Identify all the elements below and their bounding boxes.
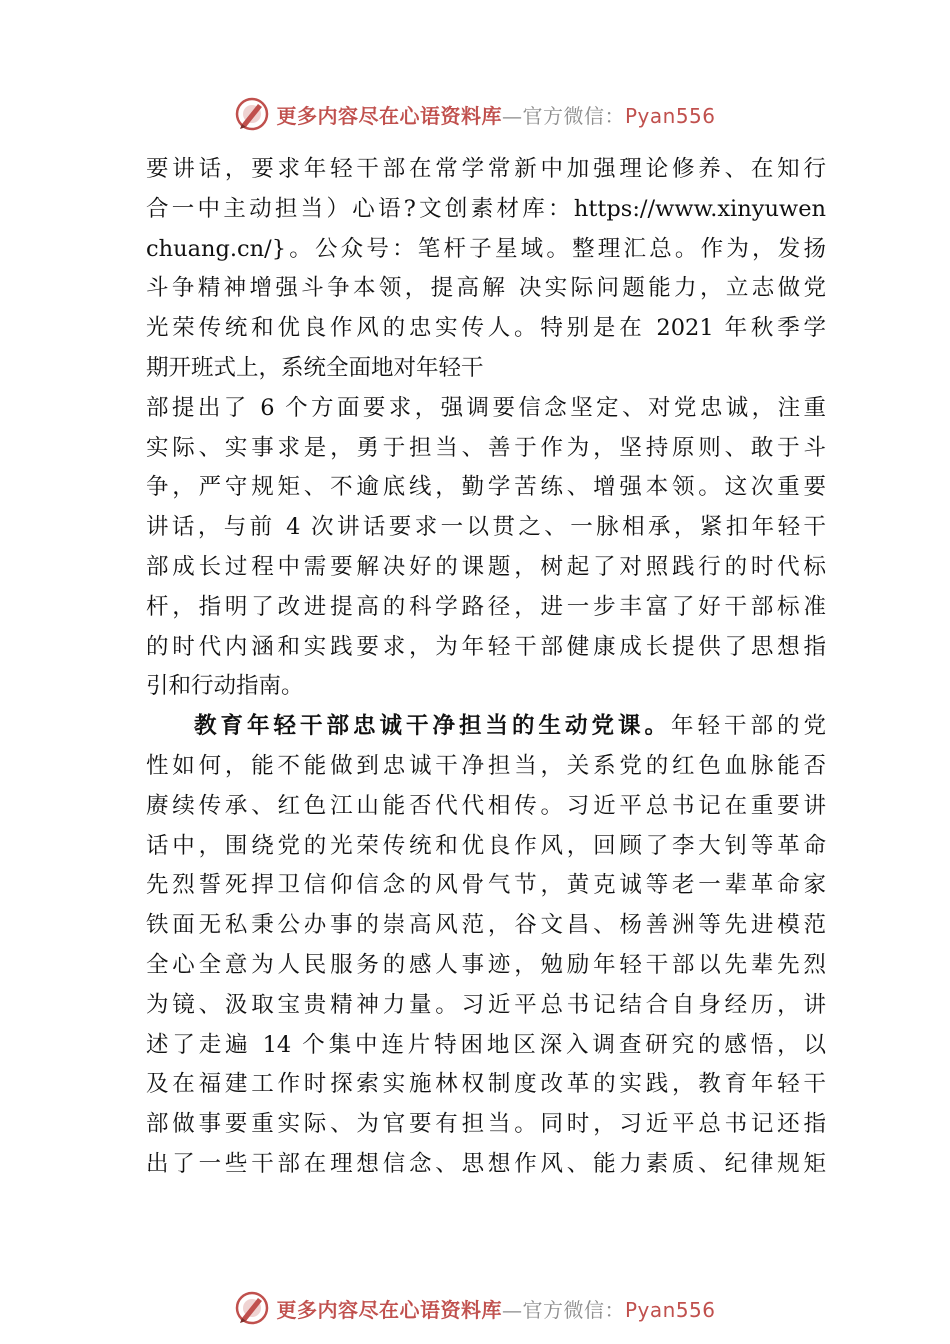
text-line: 讲话，与前 4 次讲话要求一以贯之、一脉相承，紧扣年轻干: [146, 514, 826, 541]
text-line: 部做事要重实际、为官要有担当。同时，习近平总书记还指: [146, 1111, 826, 1138]
text-line: 引和行动指南。: [146, 673, 304, 700]
pen-logo-icon: [234, 96, 270, 132]
text-line: 话中，围绕党的光荣传统和优良作风，回顾了李大钊等革命: [146, 832, 826, 859]
header-banner-dash: —: [501, 103, 523, 128]
text-line: 为镜、汲取宝贵精神力量。习近平总书记结合自身经历，讲: [146, 991, 826, 1018]
header-banner-text: [276, 100, 715, 129]
text-line: chuang.cn/}。公众号：笔杆子星域。整理汇总。作为，发扬: [146, 235, 826, 262]
header-banner-label: 官方微信：: [522, 103, 625, 128]
text-line: 出了一些干部在理想信念、思想作风、能力素质、纪律规矩: [146, 1150, 826, 1177]
footer-banner-label: 官方微信：: [522, 1297, 625, 1322]
text-line: 期开班式上，系统全面地对年轻干: [146, 354, 484, 381]
header-banner-title: 更多内容尽在心语资料库: [276, 103, 502, 128]
text-line: 要讲话，要求年轻干部在常学常新中加强理论修养、在知行: [146, 156, 826, 182]
footer-wechat-id: Pyan556: [624, 1297, 716, 1322]
footer-banner-dash: —: [501, 1297, 523, 1322]
text-line: 杆，指明了改进提高的科学路径，进一步丰富了好干部标准: [146, 593, 826, 620]
text-line: 先烈誓死捍卫信仰信念的风骨气节，黄克诚等老一辈革命家: [146, 872, 826, 899]
footer-banner-title: 更多内容尽在心语资料库: [276, 1297, 502, 1322]
paragraph-2: [146, 389, 826, 707]
paragraph-3-first-rest: 年轻干部的党: [670, 713, 826, 740]
footer-banner: [0, 1286, 950, 1330]
text-line: 合一中主动担当）心语?文创素材库：https://www.xinyuwen: [146, 195, 826, 222]
text-line: 部提出了 6 个方面要求，强调要信念坚定、对党忠诚，注重: [146, 394, 826, 421]
text-line: 争，严守规矩、不逾底线，勤学苦练、增强本领。这次重要: [146, 474, 826, 501]
text-line: 赓续传承、红色江山能否代代相传。习近平总书记在重要讲: [146, 792, 826, 819]
text-line: 部成长过程中需要解决好的课题，树起了对照践行的时代标: [146, 553, 826, 580]
text-line: 的时代内涵和实践要求，为年轻干部健康成长提供了思想指: [146, 633, 826, 660]
footer-banner-text: [276, 1294, 715, 1323]
text-line: 实际、实事求是，勇于担当、善于作为，坚持原则、敢于斗: [146, 434, 826, 461]
paragraph-3-heading: 教育年轻干部忠诚干净担当的生动党课。: [194, 713, 671, 740]
pen-logo-icon: [234, 1290, 270, 1326]
text-line: 铁面无私秉公办事的崇高风范，谷文昌、杨善洲等先进模范: [146, 912, 826, 939]
paragraph-3-first-line: [146, 707, 826, 747]
text-line: 斗争精神增强斗争本领，提高解 决实际问题能力，立志做党: [146, 275, 826, 302]
header-banner: [0, 92, 950, 136]
paragraph-3: [146, 707, 826, 1185]
paragraph-1: [146, 150, 826, 389]
text-line: 光荣传统和优良作风的忠实传人。特别是在 2021 年秋季学: [146, 315, 826, 342]
text-line: 性如何，能不能做到忠诚干净担当，关系党的红色血脉能否: [146, 752, 826, 779]
text-line: 及在福建工作时探索实施林权制度改革的实践，教育年轻干: [146, 1071, 826, 1098]
header-wechat-id: Pyan556: [624, 103, 716, 128]
document-body: [146, 150, 826, 1185]
text-line: 全心全意为人民服务的感人事迹，勉励年轻干部以先辈先烈: [146, 951, 826, 978]
text-line: 述了走遍 14 个集中连片特困地区深入调查研究的感悟，以: [146, 1031, 826, 1058]
